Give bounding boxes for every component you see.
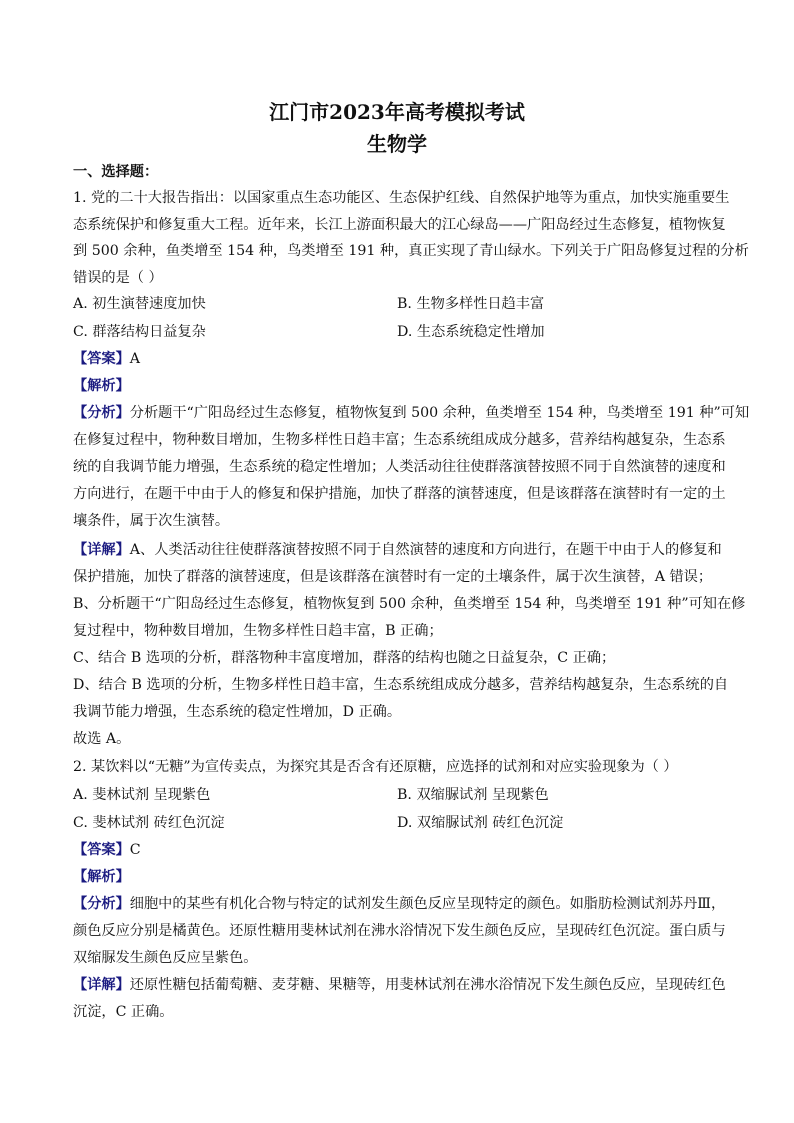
q2-option-a: A. 斐林试剂 呈现紫色	[73, 787, 211, 803]
q2-analysis-line-1	[73, 894, 725, 914]
answer-tag: 【答案】	[73, 842, 130, 858]
q1-analysis-line-5: 壤条件，属于次生演替。	[73, 513, 230, 529]
q2-option-c: C. 斐林试剂 砖红色沉淀	[73, 815, 225, 831]
q1-detail-line-2: 保护措施，加快了群落的演替速度，但是该群落在演替时有一定的土壤条件，属于次生演替，A 错误；	[73, 569, 713, 585]
analysis-tag: 【分析】	[73, 896, 130, 912]
q2-stem: 2. 某饮料以“无糖”为宣传卖点，为探究其是否含有还原糖，应选择的试剂和对应实验现象为（ ）	[73, 759, 678, 775]
q1-answer	[73, 349, 140, 369]
q1-stem-line-3: 到 500 余种，鱼类增至 154 种，鸟类增至 191 种，真正实现了青山绿水。下列关于广阳岛修复过程的分析	[73, 243, 749, 259]
q2-detail-line-1	[73, 975, 726, 995]
q1-stem-line-4: 错误的是（ ）	[73, 270, 163, 286]
q1-conclusion: 故选 A。	[73, 731, 131, 747]
q2-analysis-line-2: 颜色反应分别是橘黄色。还原性糖用斐林试剂在沸水浴情况下发生颜色反应，呈现砖红色沉淀。蛋白质与	[73, 923, 726, 939]
analysis-text: 分析题干“广阳岛经过生态修复，植物恢复到 500 余种，鱼类增至 154 种，鸟类增至 191 种”可知	[129, 405, 750, 421]
q1-option-d: D. 生态系统稳定性增加	[397, 324, 545, 340]
q1-option-c: C. 群落结构日益复杂	[73, 324, 206, 340]
analysis-text: 细胞中的某些有机化合物与特定的试剂发生颜色反应呈现特定的颜色。如脂肪检测试剂苏丹Ⅲ，	[129, 896, 726, 912]
q1-analysis-line-4: 方向进行，在题干中由于人的修复和保护措施，加快了群落的演替速度，但是该群落在演替时有一定的土	[73, 486, 726, 502]
exam-title: 江门市2023年高考模拟考试	[269, 100, 525, 124]
analysis-tag: 【分析】	[73, 405, 130, 421]
q2-analysis-line-3: 双缩脲发生颜色反应呈紫色。	[73, 950, 258, 966]
q2-option-d: D. 双缩脲试剂 砖红色沉淀	[397, 815, 564, 831]
answer-value: A	[129, 351, 141, 367]
q1-option-b: B. 生物多样性日趋丰富	[397, 296, 545, 312]
q1-option-a: A. 初生演替速度加快	[73, 296, 206, 312]
q1-detail-line-3: B、分析题干“广阳岛经过生态修复，植物恢复到 500 余种，鱼类增至 154 种，鸟类增至 191 种”可知在修	[73, 596, 746, 612]
subject-title: 生物学	[367, 132, 427, 156]
detail-text: 还原性糖包括葡萄糖、麦芽糖、果糖等，用斐林试剂在沸水浴情况下发生颜色反应，呈现砖红色	[129, 977, 726, 993]
q1-stem-line-2: 态系统保护和修复重大工程。近年来，长江上游面积最大的江心绿岛——广阳岛经过生态修复，植物恢复	[73, 217, 726, 233]
detail-text: A、人类活动往往使群落演替按照不同于自然演替的速度和方向进行，在题干中由于人的修复和	[129, 542, 722, 558]
q1-analysis-line-2: 在修复过程中，物种数目增加，生物多样性日趋丰富；生态系统组成成分越多，营养结构越复杂，生态系	[73, 432, 726, 448]
q1-stem-line-1: 1. 党的二十大报告指出：以国家重点生态功能区、生态保护红线、自然保护地等为重点，加快实施重要生	[73, 190, 730, 206]
q1-analysis-line-1	[73, 403, 749, 423]
q1-detail-line-6: D、结合 B 选项的分析，生物多样性日趋丰富，生态系统组成成分越多，营养结构越复杂，生态系统的自	[73, 677, 729, 693]
q1-detail-line-1	[73, 540, 722, 560]
q2-detail-line-2: 沉淀，C 正确。	[73, 1004, 174, 1020]
q1-detail-line-4: 复过程中，物种数目增加，生物多样性日趋丰富，B 正确；	[73, 623, 443, 639]
q1-analysis-line-3: 统的自我调节能力增强，生态系统的稳定性增加；人类活动往往使群落演替按照不同于自然演替的速度和	[73, 459, 726, 475]
answer-tag: 【答案】	[73, 351, 130, 367]
detail-tag: 【详解】	[73, 542, 130, 558]
jiexi-tag: 【解析】	[73, 378, 130, 394]
q2-jiexi	[73, 867, 130, 887]
q2-answer	[73, 840, 141, 860]
section-heading: 一、选择题：	[73, 164, 159, 180]
q1-detail-line-7: 我调节能力增强，生态系统的稳定性增加，D 正确。	[73, 704, 402, 720]
q2-option-b: B. 双缩脲试剂 呈现紫色	[397, 787, 549, 803]
answer-value: C	[129, 842, 141, 858]
q1-detail-line-5: C、结合 B 选项的分析，群落物种丰富度增加，群落的结构也随之日益复杂，C 正确；	[73, 650, 616, 666]
detail-tag: 【详解】	[73, 977, 130, 993]
q1-jiexi	[73, 376, 130, 396]
jiexi-tag: 【解析】	[73, 869, 130, 885]
